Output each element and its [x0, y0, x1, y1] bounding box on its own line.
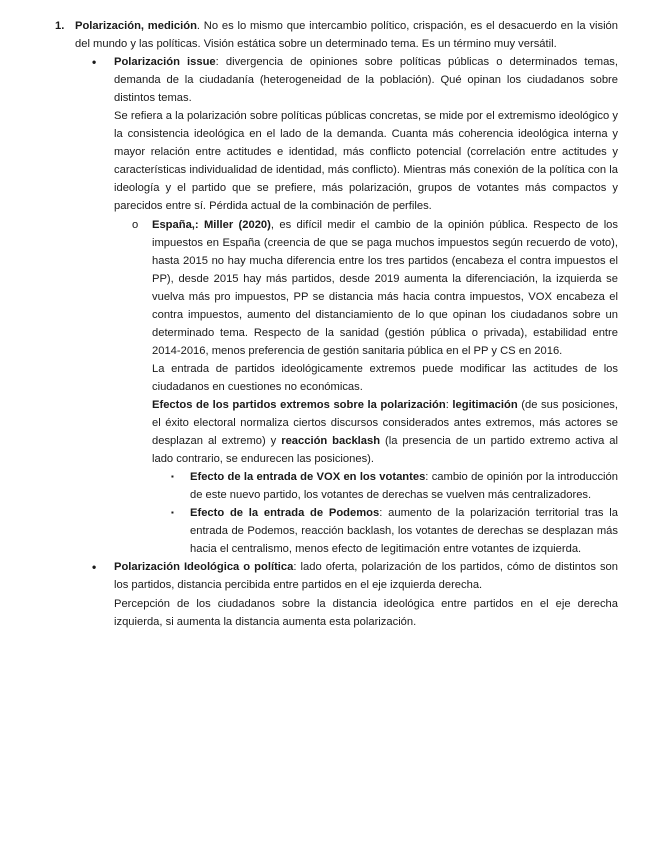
circle-bullet-icon: o	[132, 218, 139, 231]
bullet-icon: •	[92, 55, 97, 70]
term-heading: Efecto de la entrada de VOX en los votantes	[190, 471, 426, 484]
paragraph	[75, 17, 618, 53]
term-heading: Efectos de los partidos extremos sobre la polarización	[152, 398, 446, 411]
term-heading: reacción backlash	[281, 435, 381, 448]
paragraph	[114, 53, 618, 107]
bullet-icon: •	[92, 560, 97, 575]
paragraph-text: : divergencia de opiniones sobre políticas públicas o determinados temas, demanda de la ciudadanía (heterogeneidad de la población). Qué opinan los ciudadanos sobre distintos temas.	[114, 56, 619, 105]
paragraph-text: : cambio de opinión por la introducción de este nuevo partido, los votantes de derechas se vuelven más centralizadores.	[190, 471, 618, 502]
term-heading: Polarización, medición	[75, 20, 197, 32]
term-heading: Polarización issue	[114, 56, 216, 69]
paragraph-text: : lado oferta, polarización de los partidos, cómo de distintos son los partidos, distancia percibida entre partidos en el eje izquierda derecha.	[114, 561, 618, 592]
term-heading: Efecto de la entrada de Podemos	[190, 507, 380, 520]
paragraph	[152, 216, 618, 360]
item-polarizacion-issue	[92, 53, 619, 215]
square-bullet-icon: ▪	[171, 472, 174, 482]
paragraph-text: (la presencia de un partido extremo activa al lado contrario, se endurecen las posiciones).	[152, 435, 618, 466]
item-efecto-podemos	[171, 504, 618, 558]
paragraph-text: . No es lo mismo que intercambio político, crispación, es el desacuerdo en la visión del mundo y las políticas. Visión estática sobre un determinado tema. Es un término muy versátil.	[75, 20, 618, 51]
paragraph: Efectos de los partidos extremos sobre la polarización: legitimación (de sus posiciones, el éxito electoral normaliza ciertos discursos considerados antes extremos, más actores se desplazan al extremo) y reacción backlash (la presencia de un partido extremo activa al lado contrario, se endurecen las posiciones).	[152, 398, 619, 466]
list-number: 1.	[55, 20, 65, 32]
paragraph	[190, 468, 618, 504]
item-efecto-vox	[171, 468, 618, 504]
item-espana-miller	[132, 216, 619, 469]
paragraph: Se refiera a la polarización sobre políticas públicas concretas, se mide por el extremismo ideológico y la consistencia ideológica en el lado de la demanda. Cuanta más coherencia ideológica interna y mayor relación entre actitudes e identidad, más conflicto potencial (correlación entre actitudes y características individualidad de identidad, más conflicto). Mientras más conexión de la política con la ideología y el partido que se prefiere, más polarización, grupos de votantes más compactos y parecidos entre sí. Pérdida actual de la combinación de perfiles.	[114, 110, 618, 213]
paragraph: Percepción de los ciudadanos sobre la distancia ideológica entre partidos en el eje derecha izquierda, si aumenta la distancia aumenta esta polarización.	[114, 597, 618, 628]
term-heading: España,: Miller (2020)	[152, 218, 271, 231]
paragraph-text: : aumento de la polarización territorial tras la entrada de Podemos, reacción backlash, los votantes de derechas se desplazan más hacia el centralismo, menos efecto de legitimación entre votantes de izquierda.	[190, 507, 618, 556]
paragraph	[114, 558, 618, 594]
paragraph-text: (de sus posiciones, el éxito electoral normaliza ciertos discursos considerados antes extremos, más actores se desplazan al extremo) y	[152, 398, 619, 448]
paragraph-text: , es difícil medir el cambio de la opinión pública. Respecto de los impuestos en España (creencia de que se paga muchos impuestos según recuerdo de voto), hasta 2015 no hay mucha diferencia entre los tres partidos (encabeza el contra impuestos el PP), desde 2015 hay más partidos, desde 2019 aumenta la diferenciación, la izquierda se vuelva más pro impuestos, PP se distancia más hacia contra impuestos, VOX encabeza el contra impuestos, aumento del distanciamiento de lo que opinan los ciudadanos sobre un determinado tema. Respecto de la sanidad (gestión pública o privada), estabilidad entre 2014-2016, menos preferencia de gestión sanitaria pública en el PP y CS en 2016.	[152, 218, 619, 357]
paragraph	[190, 504, 618, 558]
document-page	[0, 17, 655, 631]
term-heading: legitimación	[452, 398, 518, 411]
term-heading: Polarización Ideológica o política	[114, 561, 294, 574]
paragraph: La entrada de partidos ideológicamente extremos puede modificar las actitudes de los ciudadanos en cuestiones no económicas.	[152, 362, 618, 393]
square-bullet-icon: ▪	[171, 508, 174, 518]
item-polarizacion-ideologica	[92, 558, 618, 630]
section-polarizacion-medicion	[55, 17, 618, 53]
